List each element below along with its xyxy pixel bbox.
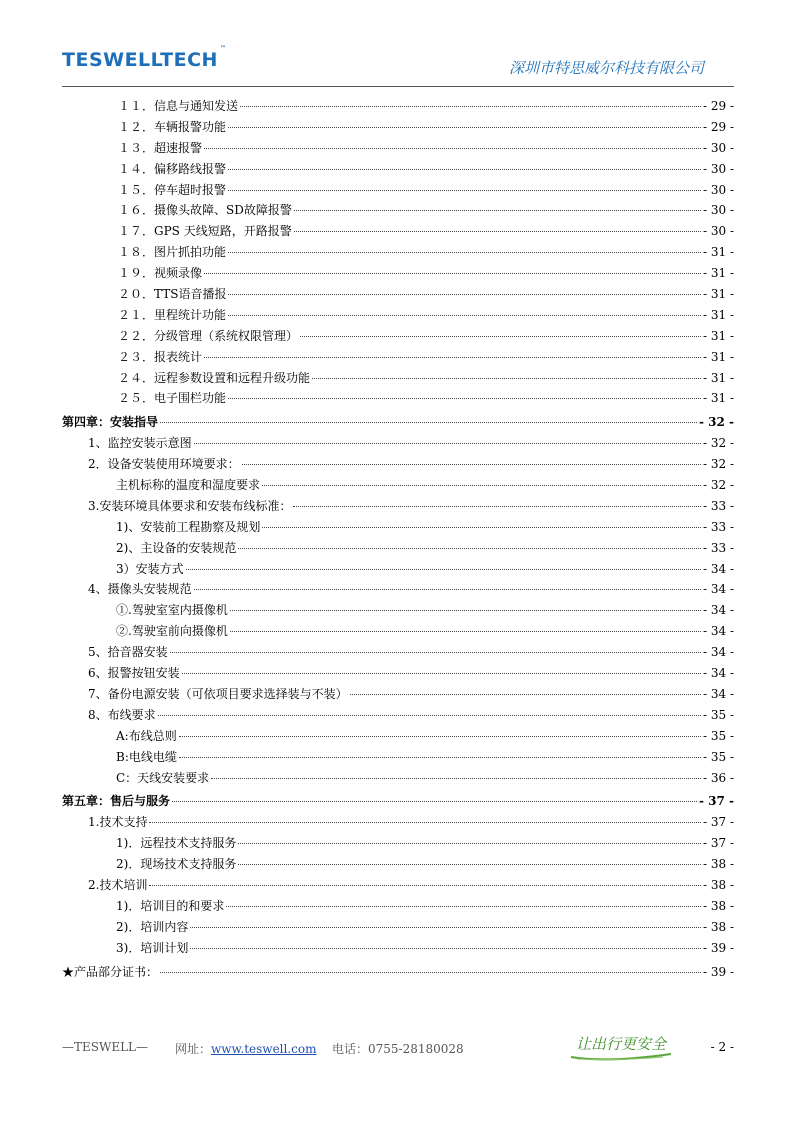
dot-leader — [149, 822, 701, 823]
toc-entry-title: 2)．现场技术支持服务 — [116, 857, 237, 872]
toc-entry[interactable] — [62, 496, 734, 517]
toc-entry[interactable] — [62, 833, 734, 854]
toc-entry-title: 5、拾音器安装 — [88, 645, 168, 660]
toc-entry[interactable] — [62, 812, 734, 833]
toc-entry[interactable] — [62, 388, 734, 409]
toc-entry-title: ２４．远程参数设置和远程升级功能 — [118, 370, 311, 385]
toc-entry-title: 3)．培训计划 — [116, 940, 189, 955]
toc-entry[interactable] — [62, 917, 734, 938]
toc-page-number: - 34 - — [702, 624, 734, 639]
toc-entry[interactable] — [62, 180, 734, 201]
toc-page-number: - 34 - — [702, 603, 734, 618]
toc-entry-title: ２２．分级管理（系统权限管理） — [118, 328, 299, 343]
dot-leader — [160, 422, 697, 423]
dot-leader — [179, 736, 701, 737]
toc-page-number: - 30 - — [702, 182, 734, 197]
dot-leader — [204, 273, 701, 274]
toc-page-number: - 30 - — [702, 224, 734, 239]
toc-entry[interactable] — [62, 559, 734, 580]
toc-entry-title: ２３．报表统计 — [118, 349, 203, 364]
toc-page-number: - 33 - — [702, 540, 734, 555]
logo-text: TESWELLTECH — [62, 49, 218, 71]
toc-entry-title: 1)．远程技术支持服务 — [116, 836, 237, 851]
toc-page-number: - 38 - — [702, 919, 734, 934]
toc-page-number: - 38 - — [702, 857, 734, 872]
toc-page-number: - 39 - — [702, 940, 734, 955]
toc-entry[interactable] — [62, 347, 734, 368]
toc-entry[interactable] — [62, 263, 734, 284]
toc-entry[interactable] — [62, 159, 734, 180]
toc-entry[interactable] — [62, 138, 734, 159]
dot-leader — [158, 715, 701, 716]
toc-entry[interactable] — [62, 705, 734, 726]
toc-page-number: - 30 - — [702, 161, 734, 176]
toc-entry[interactable] — [62, 854, 734, 875]
toc-entry[interactable] — [62, 284, 734, 305]
dot-leader — [226, 906, 701, 907]
toc-entry-title: １９．视频录像 — [118, 266, 203, 281]
toc-page-number: - 36 - — [702, 770, 734, 785]
dot-leader — [293, 506, 701, 507]
toc-entry-title: 2)、主设备的安装规范 — [116, 540, 237, 555]
dot-leader — [240, 106, 701, 107]
toc-entry-title: １８．图片抓拍功能 — [118, 245, 227, 260]
toc-entry[interactable] — [62, 117, 734, 138]
toc-entry[interactable] — [62, 600, 734, 621]
dot-leader — [230, 610, 701, 611]
dot-leader — [230, 631, 701, 632]
slogan-text: 让出行更安全 — [575, 1035, 667, 1053]
page-number: - 2 - — [710, 1040, 734, 1054]
toc-entry[interactable] — [62, 538, 734, 559]
dot-leader — [238, 864, 701, 865]
toc-entry-title: ①.驾驶室室内摄像机 — [116, 603, 228, 618]
toc-page-number: - 29 - — [702, 119, 734, 134]
page-header — [62, 40, 734, 88]
toc-page-number: - 32 - — [702, 478, 734, 493]
toc-entry[interactable] — [62, 896, 734, 917]
toc-entry[interactable] — [62, 326, 734, 347]
dot-leader — [149, 885, 701, 886]
toc-entry-title: 3.安装环境具体要求和安装布线标准： — [88, 498, 292, 513]
toc-page-number: - 38 - — [702, 877, 734, 892]
toc-entry-title: 7、备份电源安装（可依项目要求选择装与不装） — [88, 686, 348, 701]
toc-entry-title: C：天线安装要求 — [116, 770, 210, 785]
toc-page-number: - 37 - — [702, 815, 734, 830]
toc-entry-title: ２５．电子围栏功能 — [118, 391, 227, 406]
toc-page-number: - 29 - — [702, 99, 734, 113]
dot-leader — [238, 548, 701, 549]
toc-page-number: - 39 - — [702, 964, 734, 979]
dot-leader — [228, 398, 701, 399]
toc-entry-title: 1、监控安装示意图 — [88, 436, 192, 451]
dot-leader — [179, 757, 701, 758]
dot-leader — [228, 315, 701, 316]
dot-leader — [350, 694, 701, 695]
toc-page-number: - 37 - — [702, 836, 734, 851]
toc-page-number: - 30 - — [702, 203, 734, 218]
toc-entry-title: １２．车辆报警功能 — [118, 119, 227, 134]
toc-page-number: - 31 - — [702, 370, 734, 385]
toc-entry-title: 4、摄像头安装规范 — [88, 582, 192, 597]
footer-brand: —TESWELL— — [62, 1040, 149, 1054]
toc-page-number: - 37 - — [698, 794, 734, 809]
dot-leader — [228, 294, 701, 295]
dot-leader — [312, 378, 701, 379]
toc-page-number: - 31 - — [702, 391, 734, 406]
dot-leader — [170, 652, 701, 653]
dot-leader — [172, 801, 697, 802]
dot-leader — [262, 485, 701, 486]
toc-entry[interactable] — [62, 726, 734, 747]
toc-entry-title: 第五章：售后与服务 — [62, 794, 171, 809]
company-name: 深圳市特思威尔科技有限公司 — [508, 59, 704, 77]
toc-entry[interactable] — [62, 768, 734, 789]
dot-leader — [186, 569, 701, 570]
toc-entry[interactable] — [62, 579, 734, 600]
table-of-contents — [62, 96, 734, 982]
toc-page-number: - 34 - — [702, 666, 734, 681]
toc-entry-title: 2)．培训内容 — [116, 919, 189, 934]
header-divider — [62, 86, 734, 87]
toc-entry[interactable] — [62, 875, 734, 896]
toc-page-number: - 30 - — [702, 140, 734, 155]
toc-entry[interactable] — [62, 368, 734, 389]
toc-page-number: - 31 - — [702, 328, 734, 343]
trademark-symbol: ™ — [219, 45, 227, 52]
toc-entry-title: B:电线电缆 — [116, 749, 177, 764]
toc-entry[interactable] — [62, 938, 734, 959]
footer-website — [175, 1040, 317, 1057]
toc-page-number: - 32 - — [698, 415, 734, 430]
toc-entry[interactable] — [62, 663, 734, 684]
toc-entry[interactable] — [62, 433, 734, 454]
toc-page-number: - 31 - — [702, 245, 734, 260]
toc-entry-title: 1)．培训目的和要求 — [116, 898, 225, 913]
toc-page-number: - 38 - — [702, 898, 734, 913]
toc-entry-title: 3）安装方式 — [116, 561, 184, 576]
toc-entry[interactable] — [62, 200, 734, 221]
toc-page-number: - 35 - — [702, 728, 734, 743]
toc-entry[interactable] — [62, 621, 734, 642]
toc-page-number: - 33 - — [702, 519, 734, 534]
dot-leader — [242, 464, 701, 465]
dot-leader — [228, 127, 701, 128]
dot-leader — [194, 443, 701, 444]
footer-phone: 电话：0755-28180028 — [332, 1042, 464, 1056]
toc-page-number: - 33 - — [702, 498, 734, 513]
toc-chapter-entry[interactable] — [62, 412, 734, 433]
dot-leader — [238, 843, 701, 844]
toc-entry-title: 2．设备安装使用环境要求： — [88, 457, 240, 472]
dot-leader — [194, 589, 701, 590]
dot-leader — [204, 357, 701, 358]
toc-page-number: - 35 - — [702, 749, 734, 764]
toc-page-number: - 31 - — [702, 287, 734, 302]
toc-page-number: - 31 - — [702, 307, 734, 322]
page-footer — [62, 1030, 734, 1070]
toc-page-number: - 34 - — [702, 645, 734, 660]
toc-entry[interactable] — [62, 962, 734, 983]
toc-entry[interactable] — [62, 305, 734, 326]
toc-page-number: - 34 - — [702, 686, 734, 701]
toc-page-number: - 32 - — [702, 436, 734, 451]
toc-chapter-entry[interactable] — [62, 791, 734, 812]
toc-entry[interactable] — [62, 642, 734, 663]
toc-entry-title: １５．停车超时报警 — [118, 182, 227, 197]
toc-entry-title: ２０．TTS语音播报 — [118, 287, 227, 302]
toc-entry[interactable] — [62, 242, 734, 263]
toc-entry-title: ２１．里程统计功能 — [118, 307, 227, 322]
toc-entry-title: 2.技术培训 — [88, 877, 148, 892]
toc-entry-title: A:布线总则 — [116, 728, 177, 743]
toc-page-number: - 31 - — [702, 266, 734, 281]
toc-entry-title: １７．GPS 天线短路，开路报警 — [118, 224, 292, 239]
toc-entry-title: １１．信息与通知发送 — [118, 99, 239, 113]
dot-leader — [262, 527, 701, 528]
dot-leader — [228, 169, 701, 170]
dot-leader — [300, 336, 701, 337]
toc-entry[interactable] — [62, 221, 734, 242]
dot-leader — [160, 972, 701, 973]
toc-entry-title: 6、报警按钮安装 — [88, 666, 180, 681]
toc-entry[interactable] — [62, 454, 734, 475]
toc-entry[interactable] — [62, 747, 734, 768]
toc-entry-title: 1)、安装前工程勘察及规划 — [116, 519, 261, 534]
company-logo — [62, 45, 227, 71]
dot-leader — [204, 148, 701, 149]
toc-entry-title: 1.技术支持 — [88, 815, 148, 830]
toc-entry-title: １６．摄像头故障、SD故障报警 — [118, 203, 292, 218]
dot-leader — [294, 210, 701, 211]
toc-entry-title: ★产品部分证书： — [62, 964, 159, 979]
toc-page-number: - 34 - — [702, 561, 734, 576]
website-label: 网址： — [175, 1042, 212, 1056]
dot-leader — [294, 231, 701, 232]
toc-page-number: - 35 - — [702, 707, 734, 722]
dot-leader — [182, 673, 701, 674]
toc-page-number: - 34 - — [702, 582, 734, 597]
toc-entry[interactable] — [62, 475, 734, 496]
slogan-logo — [567, 1030, 675, 1062]
toc-entry-title: ②.驾驶室前向摄像机 — [116, 624, 228, 639]
toc-entry-title: 主机标称的温度和湿度要求 — [116, 478, 261, 493]
toc-page-number: - 31 - — [702, 349, 734, 364]
toc-page-number: - 32 - — [702, 457, 734, 472]
toc-entry-title: １４．偏移路线报警 — [118, 161, 227, 176]
toc-entry-title: 8、布线要求 — [88, 707, 156, 722]
dot-leader — [228, 190, 701, 191]
toc-entry-title: 第四章：安装指导 — [62, 415, 159, 430]
toc-entry[interactable] — [62, 684, 734, 705]
website-link[interactable]: www.teswell.com — [211, 1042, 317, 1056]
dot-leader — [190, 948, 701, 949]
toc-entry[interactable] — [62, 517, 734, 538]
dot-leader — [228, 252, 701, 253]
toc-entry[interactable] — [62, 96, 734, 117]
toc-entry-title: １３．超速报警 — [118, 140, 203, 155]
dot-leader — [211, 778, 701, 779]
dot-leader — [190, 927, 701, 928]
